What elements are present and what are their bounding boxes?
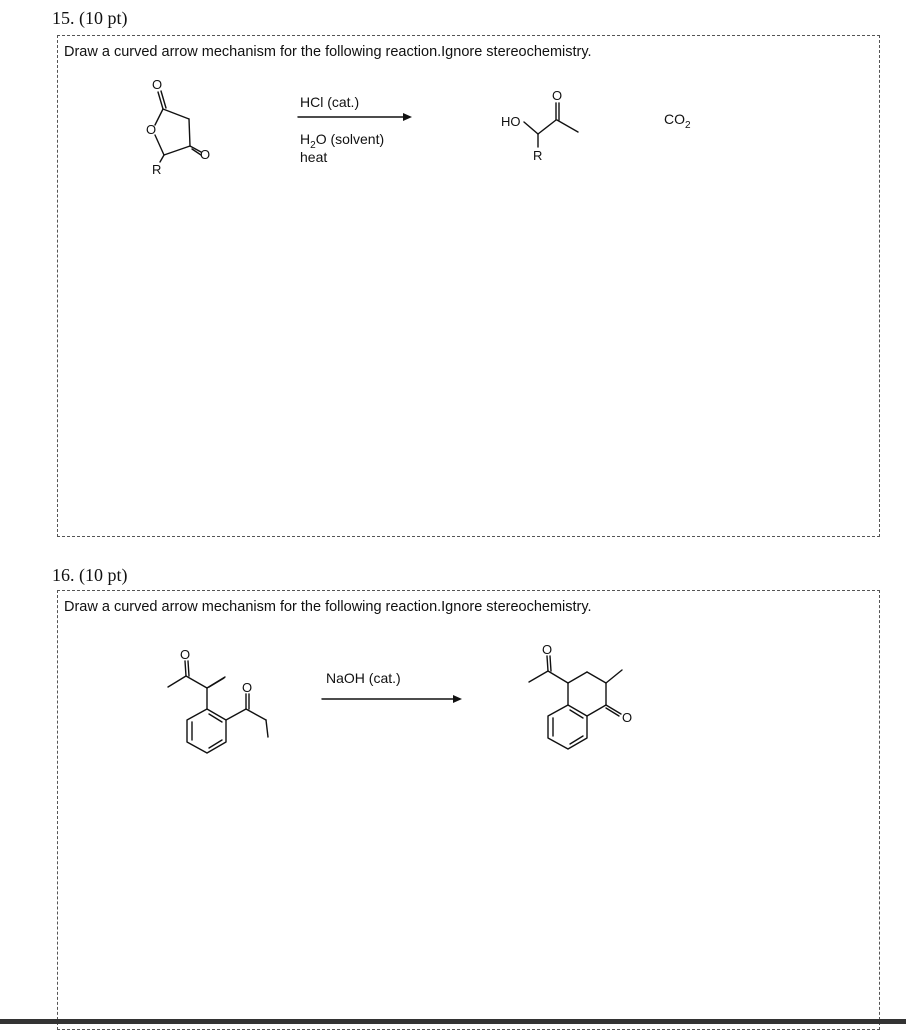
q15-reaction-arrow-head: [403, 113, 412, 121]
q15-water-h: H: [300, 131, 311, 147]
q15-water-sub: 2: [310, 139, 316, 151]
question-15-number: 15. (10 pt): [52, 8, 128, 28]
question-16-prompt: Draw a curved arrow mechanism for the following reaction.Ignore stereochemistry.: [64, 599, 592, 615]
q16-reactant-o-right: O: [242, 680, 253, 695]
q15-reactant-o-ring: O: [146, 122, 157, 137]
q15-product-molecule: [524, 103, 578, 147]
q15-product-r: R: [533, 148, 543, 163]
q16-reagent-naoh: NaOH (cat.): [326, 670, 401, 686]
q15-product-ho: HO: [501, 114, 521, 129]
q15-reactant-o-right: O: [200, 147, 211, 162]
q15-co2-main: CO: [664, 111, 685, 127]
q16-product-o-top: O: [542, 642, 553, 657]
q16-product-o-right: O: [622, 710, 633, 725]
q15-reactant-o-top: O: [152, 77, 163, 92]
q15-water-o: O (solvent): [315, 131, 385, 147]
question-16-number: 16. (10 pt): [52, 565, 128, 585]
question-15-prompt: Draw a curved arrow mechanism for the following reaction.Ignore stereochemistry.: [64, 44, 592, 60]
q15-product-o-top: O: [552, 88, 563, 103]
q15-reactant-molecule: [155, 91, 201, 162]
q15-reactant-r: R: [152, 162, 162, 177]
question-16-answer-box[interactable]: [57, 590, 880, 1030]
q16-reactant-o-left: O: [180, 647, 191, 662]
q15-condition-heat: heat: [300, 149, 328, 165]
q15-co2-sub: 2: [685, 119, 691, 131]
bottom-edge-bar: [0, 1019, 906, 1024]
q15-reagent-hcl: HCl (cat.): [300, 94, 360, 110]
